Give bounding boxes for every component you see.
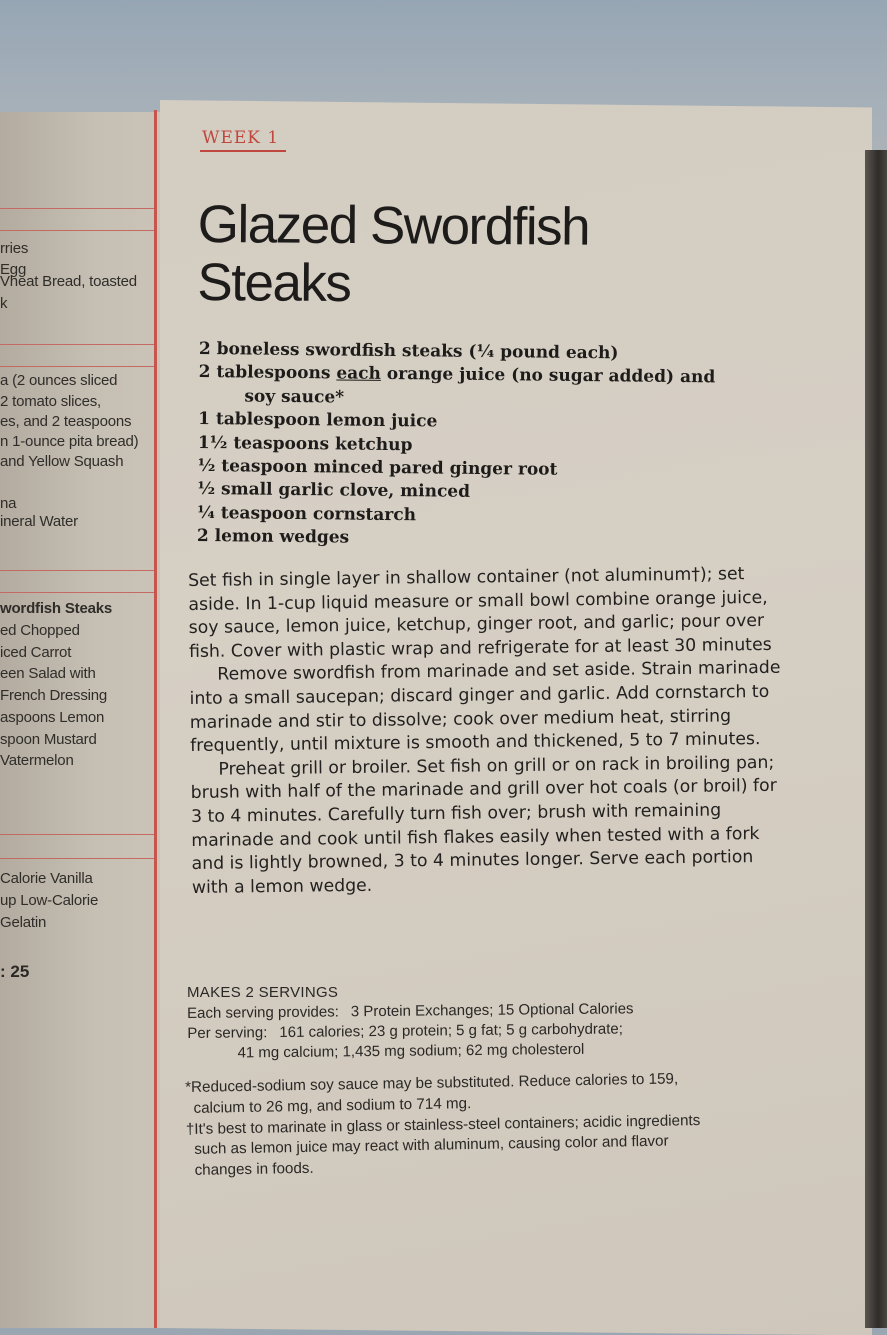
menu-line: Calorie Vanilla <box>0 870 93 887</box>
ingredient-emphasis: each <box>336 363 382 385</box>
ingredient-item: 2 boneless swordfish steaks (¼ pound each) <box>198 338 619 364</box>
nutrition-value: 161 calories; 23 g protein; 5 g fat; 5 g carbohydrate; <box>279 1020 623 1042</box>
ingredient-list <box>197 338 759 555</box>
ingredient-item: ¼ teaspoon cornstarch <box>197 502 417 526</box>
menu-line: rries <box>0 240 29 257</box>
title-line: Glazed Swordfish <box>197 195 590 257</box>
footnotes <box>185 1067 827 1182</box>
nutrition-value-cont: 41 mg calcium; 1,435 mg sodium; 62 mg cholesterol <box>237 1040 585 1062</box>
ingredient-item: ½ small garlic clove, minced <box>197 479 471 503</box>
recipe-title <box>197 196 589 315</box>
ingredient-item-cont: soy sauce* <box>244 386 345 408</box>
menu-line: iced Carrot <box>0 644 72 661</box>
menu-line: Vatermelon <box>0 752 74 769</box>
ingredient-item: 1½ teaspoons ketchup <box>197 432 413 455</box>
menu-line: k <box>0 295 8 312</box>
instruction-paragraph: Set fish in single layer in shallow container (not aluminum†); set aside. In 1-cup liquid measure or small bowl combine orange juice, soy sauce, lemon juice, ketchup, ginger root, and garlic; pour over fish. Cover with plastic wrap and refrigerate for at least 30 minutes <box>188 564 772 662</box>
ingredient-text: 2 tablespoons <box>198 362 337 384</box>
footnote-line: changes in foods. <box>194 1159 314 1180</box>
ingredient-item: ½ teaspoon minced pared ginger root <box>197 456 558 480</box>
menu-line: a (2 ounces sliced <box>0 372 118 389</box>
title-line: Steaks <box>197 252 351 314</box>
menu-line: Vheat Bread, toasted <box>0 273 137 290</box>
menu-line: aspoons Lemon <box>0 709 105 726</box>
menu-line: up Low-Calorie <box>0 892 99 909</box>
menu-line: spoon Mustard <box>0 731 97 748</box>
nutrition-value: 3 Protein Exchanges; 15 Optional Calories <box>350 1000 634 1021</box>
menu-line: ineral Water <box>0 513 78 530</box>
menu-line: Gelatin <box>0 914 47 931</box>
footnote-line: *Reduced-sodium soy sauce may be substituted. Reduce calories to 159, <box>185 1070 679 1096</box>
ingredient-item: 2 lemon wedges <box>196 526 350 548</box>
menu-line: wordfish Steaks <box>0 600 113 617</box>
menu-line: een Salad with <box>0 665 96 682</box>
menu-line: 2 tomato slices, <box>0 393 102 410</box>
menu-line: na <box>0 495 17 512</box>
week-label: WEEK 1 <box>202 128 280 148</box>
instruction-paragraph: Remove swordfish from marinade and set aside. Strain marinade into a small saucepan; discard ginger and garlic. Add cornstarch to marinade and stir to dissolve; cook over medium heat, stirring frequently, until mixture is smooth and thickened, 5 to 7 minutes. <box>189 658 781 757</box>
week-underline <box>200 150 286 152</box>
footnote-line: such as lemon juice may react with aluminum, causing color and flavor <box>194 1132 669 1159</box>
menu-line: and Yellow Squash <box>0 453 124 470</box>
menu-line: n 1-ounce pita bread) <box>0 433 139 450</box>
instruction-paragraph: Preheat grill or broiler. Set fish on grill or on rack in broiling pan; brush with half of the marinade and grill over hot coals (or broil) for 3 to 4 minutes. Carefully turn fish over; brush with remaining marinade and cook until fish flakes easily when tested with a fork and is lightly browned, 3 to 4 minutes longer. Serve each portion with a lemon wedge. <box>190 752 777 898</box>
footnote-line: calcium to 26 mg, and sodium to 714 mg. <box>193 1094 472 1117</box>
instructions <box>188 563 792 901</box>
ingredient-item: 1 tablespoon lemon juice <box>198 409 438 432</box>
menu-line: ed Chopped <box>0 622 80 639</box>
ingredient-text: orange juice (no sugar added) and <box>380 364 716 388</box>
nutrition-label: Per serving: <box>187 1024 268 1042</box>
nutrition-label: Each serving provides: <box>187 1003 339 1022</box>
menu-line: French Dressing <box>0 687 108 704</box>
nutrition-info <box>187 998 808 1064</box>
footnote-line: †It's best to marinate in glass or stainless-steel containers; acidic ingredients <box>185 1111 701 1138</box>
menu-line: Egg <box>0 261 27 278</box>
total-score: : 25 <box>0 962 30 981</box>
menu-line: es, and 2 teaspoons <box>0 413 132 430</box>
servings-heading: MAKES 2 SERVINGS <box>187 984 339 1001</box>
